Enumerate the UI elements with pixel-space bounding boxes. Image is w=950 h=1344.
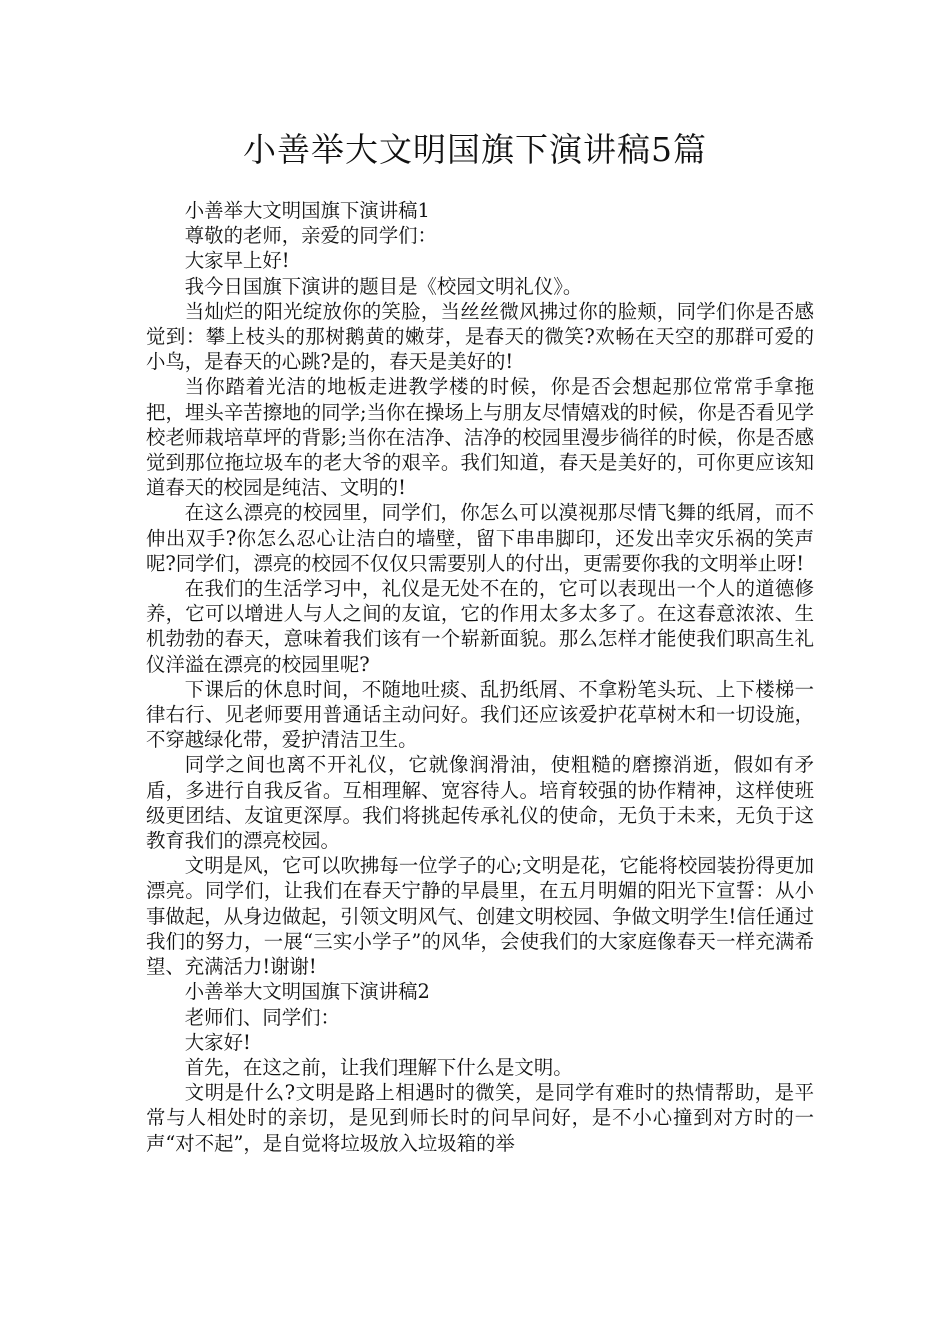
paragraph: 文明是风，它可以吹拂每一位学子的心;文明是花，它能将校园装扮得更加漂亮。同学们，让我们在春天宁静的早晨里，在五月明媚的阳光下宣誓：从小事做起，从身边做起，引领文明风气、创建文明校园、争做文明学生!信任通过我们的努力，一展“三实小学子”的风华，会使我们的大家庭像春天一样充满希望、充满活力!谢谢! bbox=[146, 854, 814, 979]
paragraph: 在这么漂亮的校园里，同学们，你怎么可以漠视那尽情飞舞的纸屑，而不伸出双手?你怎么忍心让洁白的墙壁，留下串串脚印，还发出幸灾乐祸的笑声呢?同学们，漂亮的校园不仅仅只需要别人的付出，更需要你我的文明举止呀! bbox=[146, 501, 814, 575]
speech-2-heading: 小善举大文明国旗下演讲稿2 bbox=[184, 980, 430, 1004]
speech-2-salutation: 老师们、同学们： bbox=[184, 1005, 340, 1029]
speech-2-greeting: 大家好! bbox=[184, 1030, 251, 1054]
paragraph: 在我们的生活学习中，礼仪是无处不在的，它可以表现出一个人的道德修养，它可以增进人与人之间的友谊，它的作用太多太多了。在这春意浓浓、生机勃勃的春天，意味着我们该有一个崭新面貌。那么怎样才能使我们职高生礼仪洋溢在漂亮的校园里呢? bbox=[146, 577, 814, 676]
paragraph: 同学之间也离不开礼仪，它就像润滑油，使粗糙的磨擦消逝，假如有矛盾，多进行自我反省。互相理解、宽容待人。培育较强的协作精神，这样使班级更团结、友谊更深厚。我们将挑起传承礼仪的使命，无负于未来，无负于这教育我们的漂亮校园。 bbox=[146, 753, 814, 853]
paragraph: 文明是什么?文明是路上相遇时的微笑，是同学有难时的热情帮助，是平常与人相处时的亲切，是见到师长时的问早问好，是不小心撞到对方时的一声“对不起”，是自觉将垃圾放入垃圾箱的举 bbox=[146, 1081, 814, 1155]
speech-1-greeting: 大家早上好! bbox=[184, 249, 290, 273]
paragraph: 下课后的休息时间，不随地吐痰、乱扔纸屑、不拿粉笔头玩、上下楼梯一律右行、见老师要用普通话主动问好。我们还应该爱护花草树木和一切设施，不穿越绿化带，爱护清洁卫生。 bbox=[146, 677, 814, 752]
paragraph: 当灿烂的阳光绽放你的笑脸，当丝丝微风拂过你的脸颊，同学们你是否感觉到：攀上枝头的那树鹅黄的嫩芽，是春天的微笑?欢畅在天空的那群可爱的小鸟，是春天的心跳?是的，春天是美好的! bbox=[146, 299, 814, 374]
speech-1-heading: 小善举大文明国旗下演讲稿1 bbox=[184, 199, 430, 222]
speech-1-salutation: 尊敬的老师，亲爱的同学们： bbox=[184, 224, 437, 248]
paragraph: 当你踏着光洁的地板走进教学楼的时候，你是否会想起那位常常手拿拖把，埋头辛苦擦地的同学;当你在操场上与朋友尽情嬉戏的时候，你是否看见学校老师栽培草坪的背影;当你在洁净、洁净的校园里漫步徜徉的时候，你是否感觉到那位拖垃圾车的老大爷的艰辛。我们知道，春天是美好的，可你更应该知道春天的校园是纯洁、文明的! bbox=[146, 375, 814, 500]
document-title: 小善举大文明国旗下演讲稿5篇 bbox=[243, 130, 707, 169]
document-body bbox=[146, 198, 814, 1156]
speech-1-topic: 我今日国旗下演讲的题目是《校园文明礼仪》。 bbox=[184, 274, 583, 298]
paragraph: 首先，在这之前，让我们理解下什么是文明。 bbox=[184, 1055, 573, 1079]
